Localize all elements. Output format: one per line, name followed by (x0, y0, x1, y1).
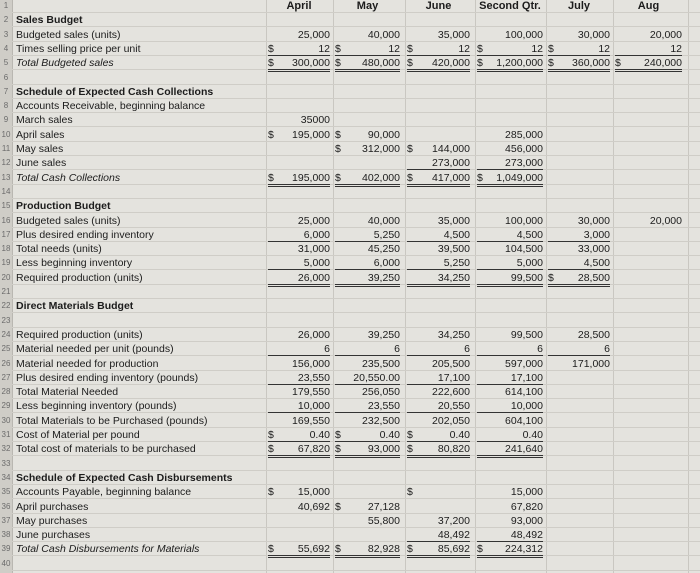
cell-value[interactable]: 35,000 (437, 28, 470, 41)
currency-symbol: $ (335, 57, 341, 70)
row-number[interactable]: 22 (1, 301, 11, 311)
currency-symbol: $ (268, 429, 274, 441)
cell-value[interactable]: 80,820 (407, 443, 470, 458)
row-label[interactable]: Plus desired ending inventory (pounds) (16, 371, 199, 384)
sheet-row (0, 458, 700, 471)
currency-symbol: $ (335, 443, 341, 456)
cell-value[interactable]: 45,250 (367, 243, 400, 256)
cell-value[interactable]: 39,500 (437, 243, 470, 256)
cell-value[interactable]: 99,500 (510, 328, 543, 341)
cell-value[interactable]: 456,000 (505, 143, 543, 155)
currency-symbol: $ (268, 57, 274, 70)
cell-value[interactable]: 67,820 (510, 500, 543, 513)
cell-value[interactable]: 5,000 (268, 257, 330, 270)
cell-value[interactable]: 55,692 (268, 543, 330, 558)
row-number[interactable]: 35 (1, 487, 11, 497)
cell-value[interactable]: 232,500 (362, 414, 400, 427)
cell-value[interactable]: 235,500 (362, 357, 400, 370)
sheet-row (0, 543, 700, 556)
cell-value[interactable]: 12 (615, 43, 682, 56)
cell-value[interactable]: 273,000 (407, 157, 470, 170)
currency-symbol: $ (407, 57, 413, 70)
sheet-row (0, 286, 700, 299)
row-number[interactable]: 34 (1, 472, 11, 482)
cell-value[interactable]: 0.40 (407, 429, 470, 442)
sheet-row (0, 529, 700, 542)
currency-symbol: $ (335, 42, 341, 55)
row-label[interactable]: Budgeted sales (units) (16, 28, 121, 41)
row-label[interactable]: Times selling price per unit (16, 42, 141, 55)
cell-value[interactable]: 28,500 (548, 272, 610, 287)
currency-symbol: $ (268, 171, 274, 184)
row-label[interactable]: Schedule of Expected Cash Disbursements (16, 471, 233, 484)
cell-value[interactable]: 93,000 (335, 443, 400, 458)
sheet-row (0, 43, 700, 56)
cell-value[interactable]: 48,492 (477, 529, 543, 542)
cell-value[interactable]: 5,250 (335, 229, 400, 242)
cell-value[interactable]: 40,692 (297, 500, 330, 513)
sheet-row (0, 343, 700, 356)
row-label[interactable]: Material needed per unit (pounds) (16, 343, 174, 356)
cell-value[interactable]: 6 (407, 343, 470, 356)
row-label[interactable]: Less beginning inventory (16, 257, 133, 270)
currency-symbol: $ (407, 143, 413, 155)
sheet-row (0, 172, 700, 185)
row-label[interactable]: Total Cash Disbursements for Materials (16, 543, 200, 556)
cell-value[interactable]: 15,000 (510, 486, 543, 499)
row-label[interactable]: Total needs (units) (16, 243, 102, 256)
sheet-row (0, 400, 700, 413)
row-label[interactable]: Total cost of materials to be purchased (16, 443, 196, 456)
cell-value[interactable]: 300,000 (268, 57, 330, 72)
currency-symbol: $ (335, 171, 341, 184)
cell-value[interactable]: 82,928 (335, 543, 400, 558)
cell-value[interactable]: 179,550 (292, 386, 330, 399)
row-number[interactable]: 7 (3, 86, 9, 96)
currency-symbol: $ (407, 443, 413, 456)
row-number[interactable]: 36 (1, 501, 11, 511)
cell-value[interactable]: 12 (268, 43, 330, 56)
cell-value[interactable]: 85,692 (407, 543, 470, 558)
column-header[interactable]: Aug (637, 0, 660, 12)
sheet-row (0, 100, 700, 113)
currency-symbol: $ (407, 429, 413, 441)
currency-symbol: $ (548, 271, 554, 284)
cell-value[interactable]: 6,000 (268, 229, 330, 242)
row-number[interactable]: 38 (1, 530, 11, 540)
cell-value[interactable]: 0.40 (335, 429, 400, 442)
row-label[interactable]: Budgeted sales (units) (16, 214, 121, 227)
row-number[interactable]: 8 (3, 101, 9, 111)
row-number[interactable]: 18 (1, 244, 11, 254)
cell-value[interactable]: 12 (548, 43, 610, 56)
cell-value[interactable]: 30,000 (577, 214, 610, 227)
cell-value[interactable]: 90,000 (367, 128, 400, 141)
currency-symbol: $ (477, 42, 483, 55)
cell-value[interactable]: 34,250 (407, 272, 470, 287)
cell-value[interactable]: 17,100 (407, 372, 470, 385)
row-label[interactable]: June sales (16, 157, 67, 170)
sheet-row (0, 472, 700, 485)
sheet-row (0, 243, 700, 256)
cell-value[interactable]: 27,128 (367, 500, 400, 513)
sheet-row (0, 157, 700, 170)
cell-value[interactable]: 417,000 (407, 172, 470, 187)
row-number[interactable]: 29 (1, 401, 11, 411)
sheet-row (0, 501, 700, 514)
cell-value[interactable]: 25,000 (297, 214, 330, 227)
cell-value[interactable]: 0.40 (477, 429, 543, 442)
cell-value[interactable]: 12 (335, 43, 400, 56)
sheet-row (0, 229, 700, 242)
sheet-row (0, 114, 700, 127)
row-number[interactable]: 16 (1, 215, 11, 225)
row-number[interactable]: 14 (1, 186, 11, 196)
row-number[interactable]: 27 (1, 372, 11, 382)
cell-value[interactable]: 312,000 (362, 143, 400, 155)
row-number[interactable]: 3 (3, 29, 9, 39)
currency-symbol: $ (335, 429, 341, 441)
cell-value[interactable]: 23,550 (335, 400, 400, 413)
currency-symbol: $ (477, 543, 483, 556)
cell-value[interactable]: 205,500 (432, 357, 470, 370)
cell-value[interactable]: 1,049,000 (477, 172, 543, 187)
cell-value[interactable]: 10,000 (477, 400, 543, 413)
cell-value[interactable]: 285,000 (505, 128, 543, 141)
row-number[interactable]: 20 (1, 272, 11, 282)
row-number[interactable]: 21 (1, 287, 11, 296)
row-number[interactable]: 39 (1, 544, 11, 554)
row-number[interactable]: 28 (1, 387, 11, 397)
column-header[interactable]: Second Qtr. (479, 0, 541, 12)
row-label[interactable]: Cost of Material per pound (16, 429, 140, 441)
cell-value[interactable]: 104,500 (505, 243, 543, 256)
row-number[interactable]: 1 (3, 1, 9, 10)
cell-value[interactable]: 6,000 (335, 257, 400, 270)
cell-value[interactable]: 241,640 (477, 443, 543, 458)
row-number[interactable]: 2 (3, 15, 9, 25)
row-label[interactable]: June purchases (16, 529, 91, 542)
row-number[interactable]: 33 (1, 458, 11, 468)
cell-value[interactable]: 202,050 (432, 414, 470, 427)
row-number[interactable]: 23 (1, 315, 11, 325)
sheet-row (0, 86, 700, 99)
cell-value[interactable]: 1,200,000 (477, 57, 543, 72)
sheet-row (0, 72, 700, 85)
cell-value[interactable]: 6 (268, 343, 330, 356)
sheet-row (0, 14, 700, 27)
currency-symbol: $ (548, 42, 554, 55)
cell-value[interactable]: 20,550.00 (335, 372, 400, 385)
row-label[interactable]: Material needed for production (16, 357, 159, 370)
currency-symbol: $ (335, 143, 341, 155)
cell-value[interactable]: 195,000 (268, 172, 330, 187)
row-number[interactable]: 31 (1, 430, 11, 439)
cell-value[interactable]: 26,000 (268, 272, 330, 287)
cell-value[interactable]: 156,000 (292, 357, 330, 370)
cell-value[interactable]: 23,550 (268, 372, 330, 385)
cell-value[interactable]: 256,050 (362, 386, 400, 399)
cell-value[interactable]: 360,000 (548, 57, 610, 72)
currency-symbol: $ (268, 543, 274, 556)
column-header[interactable]: May (356, 0, 379, 12)
cell-value[interactable]: 20,000 (649, 214, 682, 227)
cell-value[interactable]: 0.40 (268, 429, 330, 442)
row-label[interactable]: Production Budget (16, 200, 111, 213)
sheet-row (0, 0, 700, 13)
cell-value[interactable]: 35000 (300, 114, 330, 127)
currency-symbol: $ (407, 486, 413, 499)
cell-value[interactable]: 195,000 (292, 128, 330, 141)
cell-value[interactable]: 93,000 (510, 514, 543, 527)
cell-value[interactable]: 4,500 (407, 229, 470, 242)
row-number[interactable]: 15 (1, 201, 11, 211)
row-number[interactable]: 4 (3, 43, 9, 53)
cell-value[interactable]: 67,820 (268, 443, 330, 458)
currency-symbol: $ (268, 443, 274, 456)
row-label[interactable]: Accounts Payable, beginning balance (16, 486, 192, 499)
cell-value[interactable]: 5,250 (407, 257, 470, 270)
cell-value[interactable]: 20,000 (649, 28, 682, 41)
sheet-row (0, 129, 700, 142)
sheet-row (0, 558, 700, 571)
cell-value[interactable]: 20,550 (407, 400, 470, 413)
row-number[interactable]: 25 (1, 344, 11, 354)
sheet-row (0, 515, 700, 528)
cell-value[interactable]: 15,000 (297, 486, 330, 499)
currency-symbol: $ (335, 543, 341, 556)
row-label[interactable]: Total Cash Collections (16, 171, 121, 184)
row-label[interactable]: Sales Budget (16, 14, 83, 27)
cell-value[interactable]: 100,000 (505, 28, 543, 41)
sheet-row (0, 429, 700, 442)
cell-value[interactable]: 12 (477, 43, 543, 56)
sheet-row (0, 329, 700, 342)
row-number[interactable]: 12 (1, 158, 11, 168)
sheet-row (0, 443, 700, 456)
row-number[interactable]: 26 (1, 358, 11, 368)
cell-value[interactable]: 171,000 (572, 357, 610, 370)
row-label[interactable]: Required production (units) (16, 328, 143, 341)
cell-value[interactable]: 34,250 (437, 328, 470, 341)
sheet-row (0, 372, 700, 385)
sheet-row (0, 200, 700, 213)
sheet-row (0, 486, 700, 499)
cell-value[interactable]: 169,550 (292, 414, 330, 427)
column-header[interactable]: April (286, 0, 312, 12)
cell-value[interactable]: 6 (335, 343, 400, 356)
row-number[interactable]: 10 (1, 129, 11, 139)
cell-value[interactable]: 17,100 (477, 372, 543, 385)
cell-value[interactable]: 604,100 (505, 414, 543, 427)
row-number[interactable]: 19 (1, 258, 11, 268)
column-header[interactable]: July (567, 0, 590, 12)
row-label[interactable]: Total Materials to be Purchased (pounds) (16, 414, 208, 427)
sheet-row (0, 300, 700, 313)
currency-symbol: $ (407, 171, 413, 184)
cell-value[interactable]: 420,000 (407, 57, 470, 72)
currency-symbol: $ (477, 171, 483, 184)
cell-value[interactable]: 48,492 (407, 529, 470, 542)
cell-value[interactable]: 10,000 (268, 400, 330, 413)
cell-value[interactable]: 6 (477, 343, 543, 356)
sheet-row (0, 257, 700, 270)
cell-value[interactable]: 6 (548, 343, 610, 356)
cell-value[interactable]: 26,000 (297, 328, 330, 341)
row-number[interactable]: 6 (3, 72, 9, 82)
cell-value[interactable]: 240,000 (615, 57, 682, 72)
cell-value[interactable]: 31,000 (297, 243, 330, 256)
cell-value[interactable]: 100,000 (505, 214, 543, 227)
row-label[interactable]: May sales (16, 143, 64, 155)
cell-value[interactable]: 39,250 (367, 328, 400, 341)
row-number[interactable]: 40 (1, 558, 11, 568)
row-label[interactable]: May purchases (16, 514, 88, 527)
column-header[interactable]: June (425, 0, 452, 12)
sheet-row (0, 215, 700, 228)
row-label[interactable]: Required production (units) (16, 271, 143, 284)
row-number[interactable]: 11 (1, 144, 11, 153)
currency-symbol: $ (268, 42, 274, 55)
sheet-row (0, 315, 700, 328)
row-label[interactable]: April sales (16, 128, 65, 141)
cell-value[interactable]: 40,000 (367, 214, 400, 227)
row-number[interactable]: 5 (3, 58, 9, 68)
cell-value[interactable]: 4,500 (477, 229, 543, 242)
row-number[interactable]: 9 (3, 115, 9, 125)
currency-symbol: $ (477, 57, 483, 70)
currency-symbol: $ (407, 543, 413, 556)
row-label[interactable]: March sales (16, 114, 73, 127)
currency-symbol: $ (615, 57, 621, 70)
cell-value[interactable]: 39,250 (335, 272, 400, 287)
cell-value[interactable]: 222,600 (432, 386, 470, 399)
cell-value[interactable]: 28,500 (577, 328, 610, 341)
row-number[interactable]: 17 (1, 229, 11, 239)
cell-value[interactable]: 273,000 (477, 157, 543, 170)
sheet-row (0, 415, 700, 428)
cell-value[interactable]: 99,500 (477, 272, 543, 287)
cell-value[interactable]: 35,000 (437, 214, 470, 227)
cell-value[interactable]: 4,500 (548, 257, 610, 270)
cell-value[interactable]: 5,000 (477, 257, 543, 270)
cell-value[interactable]: 402,000 (335, 172, 400, 187)
row-label[interactable]: Plus desired ending inventory (16, 228, 154, 241)
cell-value[interactable]: 3,000 (548, 229, 610, 242)
currency-symbol: $ (335, 128, 341, 141)
cell-value[interactable]: 30,000 (577, 28, 610, 41)
currency-symbol: $ (407, 42, 413, 55)
row-label[interactable]: Direct Materials Budget (16, 300, 134, 313)
sheet-row (0, 272, 700, 285)
sheet-row (0, 57, 700, 70)
row-label[interactable]: Less beginning inventory (pounds) (16, 400, 177, 413)
cell-value[interactable]: 480,000 (335, 57, 400, 72)
cell-value[interactable]: 33,000 (577, 243, 610, 256)
cell-value[interactable]: 37,200 (437, 514, 470, 527)
row-number[interactable]: 30 (1, 415, 11, 425)
sheet-row (0, 186, 700, 199)
row-number[interactable]: 24 (1, 329, 11, 339)
cell-value[interactable]: 224,312 (477, 543, 543, 558)
row-label[interactable]: Total Budgeted sales (16, 57, 114, 70)
currency-symbol: $ (548, 57, 554, 70)
row-label[interactable]: Schedule of Expected Cash Collections (16, 85, 214, 98)
sheet-row (0, 358, 700, 371)
row-number[interactable]: 37 (1, 515, 11, 525)
cell-value[interactable]: 55,800 (367, 514, 400, 527)
row-label[interactable]: Total Material Needed (16, 386, 119, 399)
row-label[interactable]: April purchases (16, 500, 89, 513)
currency-symbol: $ (268, 128, 274, 141)
currency-symbol: $ (268, 486, 274, 499)
cell-value[interactable]: 144,000 (432, 143, 470, 155)
row-number[interactable]: 13 (1, 172, 11, 182)
sheet-row (0, 143, 700, 156)
cell-value[interactable]: 40,000 (367, 28, 400, 41)
cell-value[interactable]: 12 (407, 43, 470, 56)
cell-value[interactable]: 25,000 (297, 28, 330, 41)
cell-value[interactable]: 597,000 (505, 357, 543, 370)
row-number[interactable]: 32 (1, 444, 11, 454)
sheet-row (0, 29, 700, 42)
row-label[interactable]: Accounts Receivable, beginning balance (16, 100, 206, 113)
cell-value[interactable]: 614,100 (505, 386, 543, 399)
sheet-row (0, 386, 700, 399)
currency-symbol: $ (335, 500, 341, 513)
